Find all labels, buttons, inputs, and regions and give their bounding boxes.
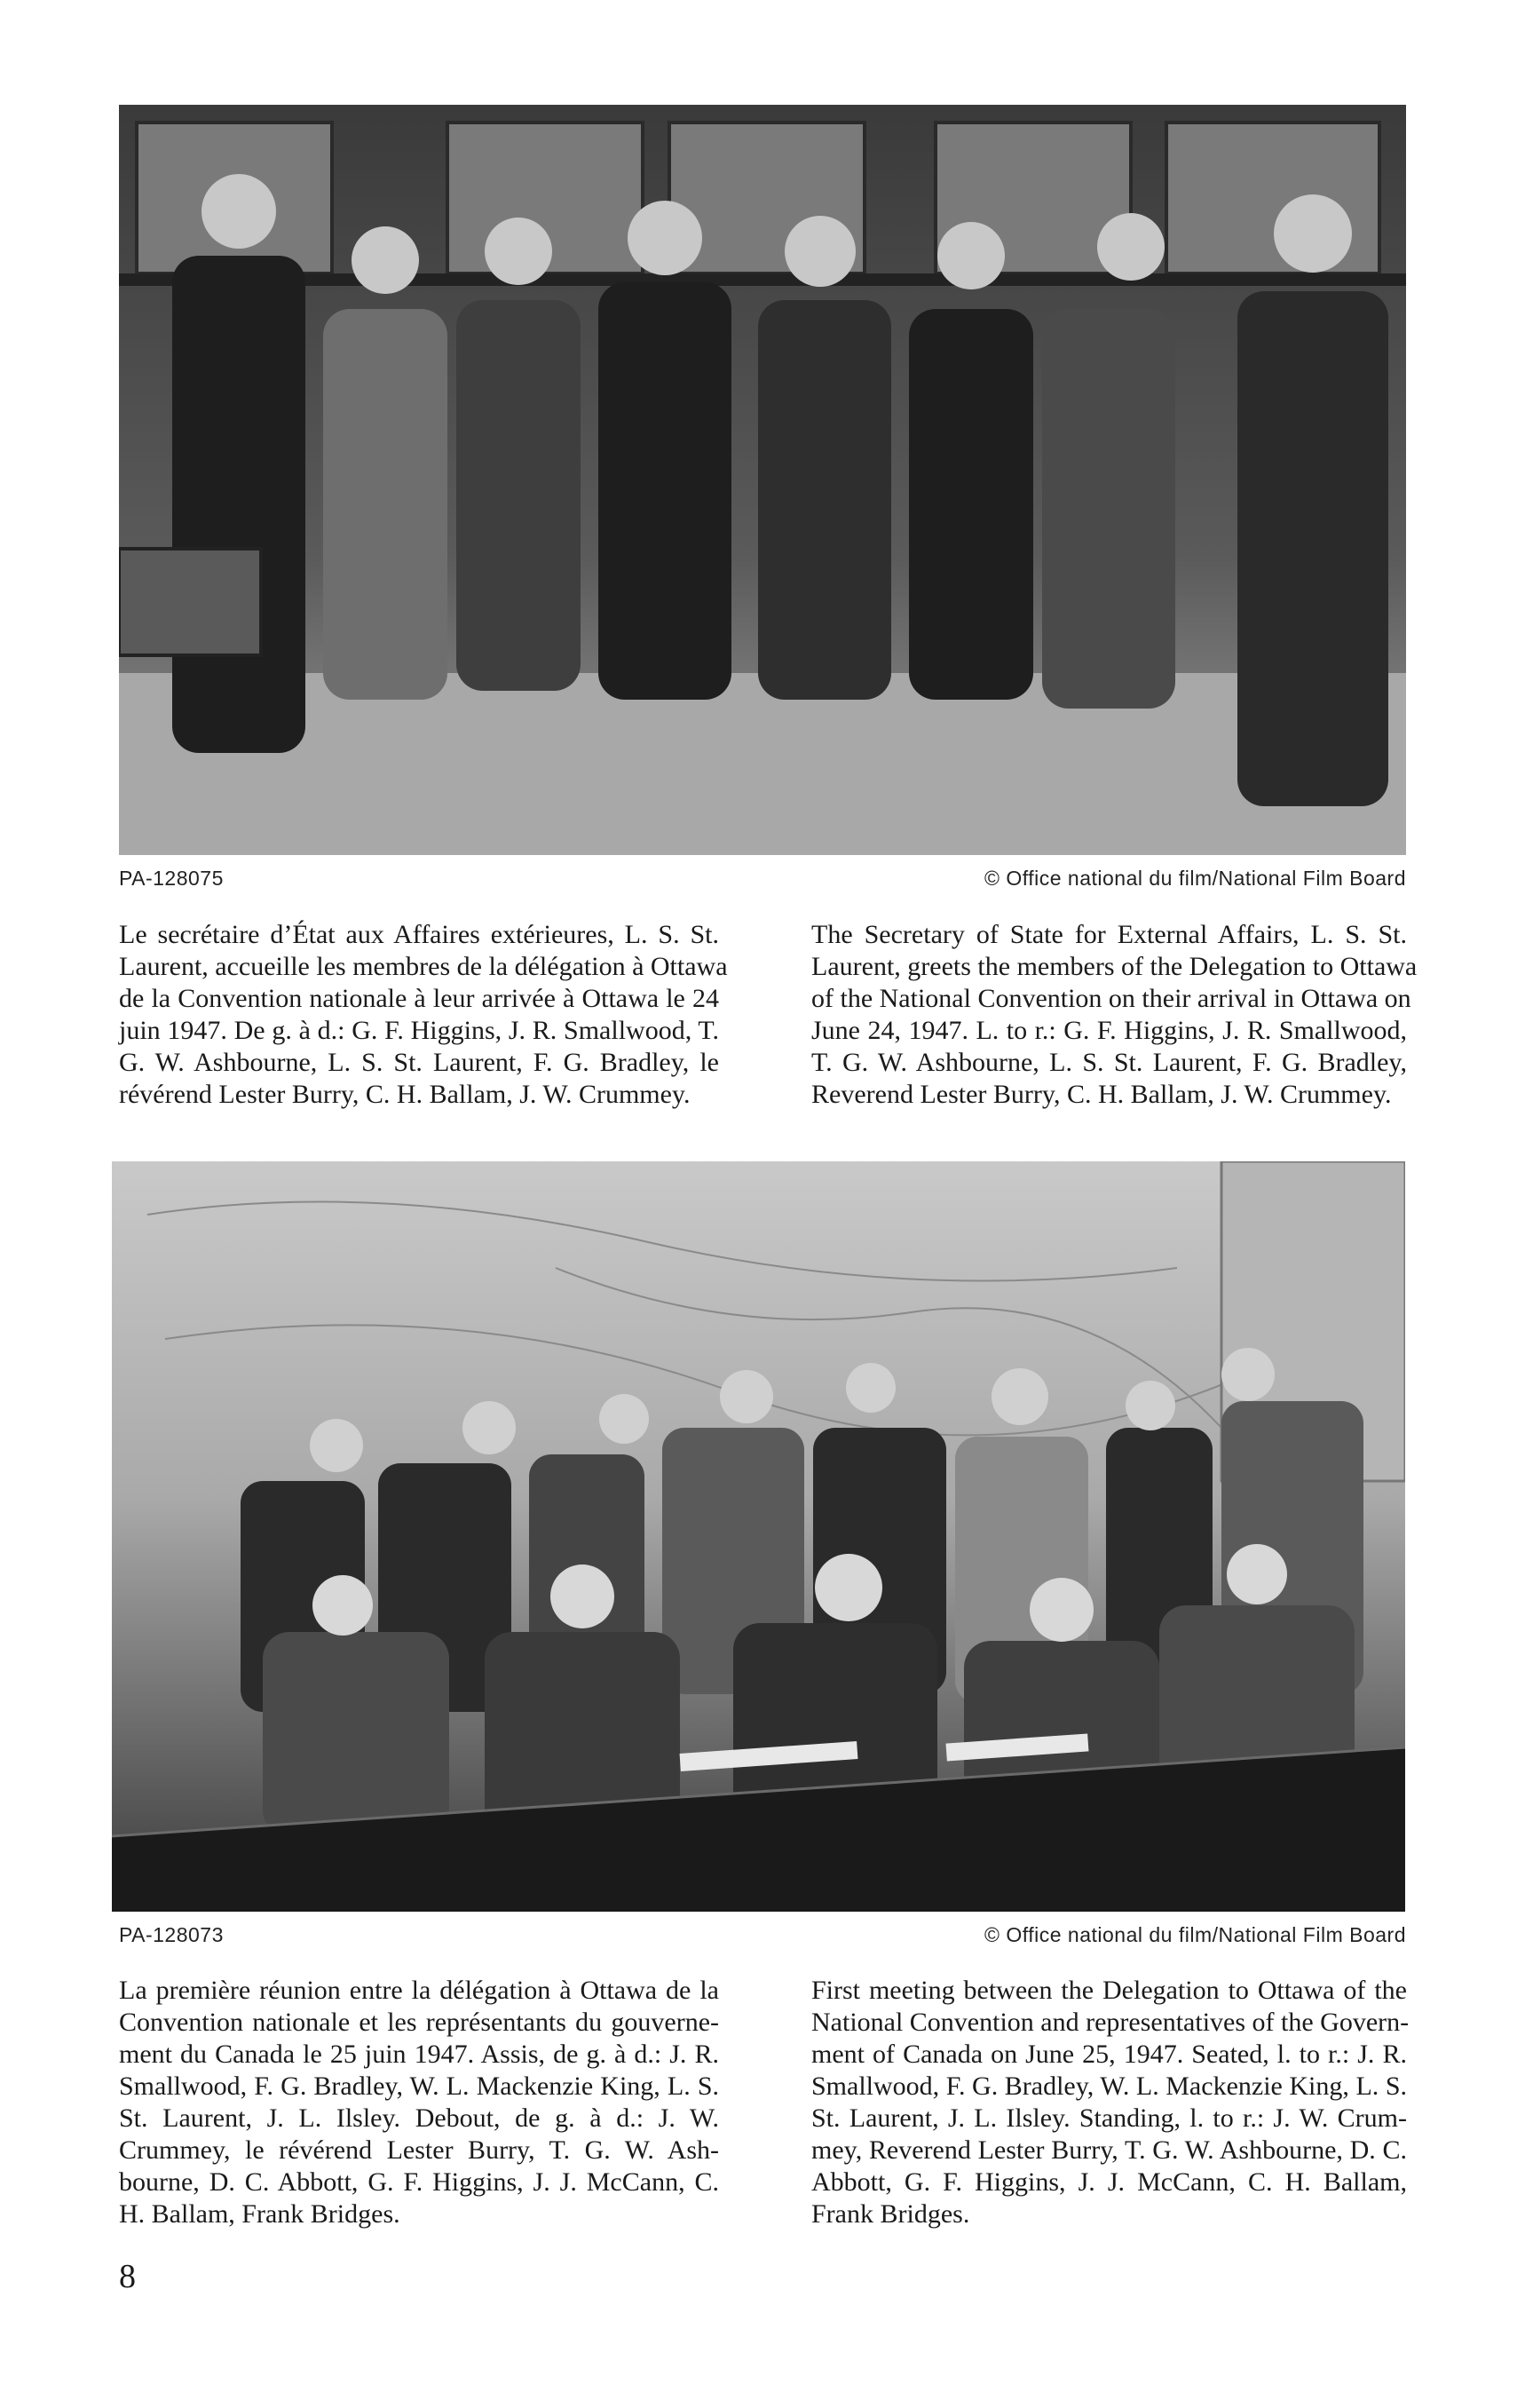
caption-line: Laurent, greets the members of the Delegation to Ottawa bbox=[811, 952, 1418, 981]
caption-line: The Secretary of State for External Affairs, L. S. St. bbox=[811, 920, 1407, 949]
caption-line: First meeting between the Delegation to Ottawa of the bbox=[811, 1976, 1407, 2005]
caption-line: of the National Convention on their arrival in Ottawa on bbox=[811, 984, 1411, 1013]
caption-line: National Convention and representatives of the Govern- bbox=[811, 2008, 1410, 2037]
photo-delegation-arrival bbox=[119, 105, 1406, 855]
caption-line: Reverend Lester Burry, C. H. Ballam, J. W. Crummey. bbox=[811, 1080, 1392, 1109]
page-number: 8 bbox=[119, 2258, 136, 2295]
caption-line: Crummey, le révérend Lester Burry, T. G. W. Ash- bbox=[119, 2135, 719, 2165]
caption-line: Laurent, accueille les membres de la délégation à Ottawa bbox=[119, 952, 728, 981]
caption-line: G. W. Ashbourne, L. S. St. Laurent, F. G. Bradley, le bbox=[119, 1048, 719, 1077]
caption-line: T. G. W. Ashbourne, L. S. St. Laurent, F. G. Bradley, bbox=[811, 1048, 1407, 1077]
caption-line: juin 1947. De g. à d.: G. F. Higgins, J. R. Smallwood, T. bbox=[119, 1016, 719, 1045]
photo1-credit: © Office national du film/National Film Board bbox=[984, 867, 1406, 890]
photo2-caption-fr bbox=[119, 1975, 719, 2230]
photo1-caption-en bbox=[811, 919, 1418, 1111]
caption-line: H. Ballam, Frank Bridges. bbox=[119, 2199, 400, 2229]
photo1-caption-fr bbox=[119, 919, 728, 1111]
caption-line: de la Convention nationale à leur arrivée à Ottawa le 24 bbox=[119, 984, 719, 1013]
caption-line: Frank Bridges. bbox=[811, 2199, 970, 2229]
caption-line: Smallwood, F. G. Bradley, W. L. Mackenzie King, L. S. bbox=[811, 2071, 1407, 2101]
photo-delegation-arrival-image bbox=[119, 105, 1406, 855]
caption-line: mey, Reverend Lester Burry, T. G. W. Ashbourne, D. C. bbox=[811, 2135, 1407, 2165]
caption-line: Convention nationale et les représentants du gouverne- bbox=[119, 2008, 719, 2037]
photo2-caption-en bbox=[811, 1975, 1410, 2230]
photo1-id: PA-128075 bbox=[119, 867, 224, 890]
caption-line: La première réunion entre la délégation à Ottawa de la bbox=[119, 1976, 719, 2005]
caption-line: révérend Lester Burry, C. H. Ballam, J. W. Crummey. bbox=[119, 1080, 691, 1109]
photo-first-meeting bbox=[112, 1161, 1405, 1912]
photo-first-meeting-image bbox=[112, 1161, 1405, 1912]
caption-line: June 24, 1947. L. to r.: G. F. Higgins, J. R. Smallwood, bbox=[811, 1016, 1407, 1045]
photo2-credit: © Office national du film/National Film Board bbox=[984, 1923, 1406, 1946]
caption-line: bourne, D. C. Abbott, G. F. Higgins, J. J. McCann, C. bbox=[119, 2167, 719, 2197]
caption-line: St. Laurent, J. L. Ilsley. Debout, de g. à d.: J. W. bbox=[119, 2103, 719, 2133]
caption-line: ment du Canada le 25 juin 1947. Assis, de g. à d.: J. R. bbox=[119, 2040, 719, 2069]
photo2-id: PA-128073 bbox=[119, 1923, 224, 1946]
caption-line: Le secrétaire d’État aux Affaires extérieures, L. S. St. bbox=[119, 920, 719, 949]
caption-line: Abbott, G. F. Higgins, J. J. McCann, C. H. Ballam, bbox=[811, 2167, 1407, 2197]
caption-line: ment of Canada on June 25, 1947. Seated, l. to r.: J. R. bbox=[811, 2040, 1407, 2069]
caption-line: St. Laurent, J. L. Ilsley. Standing, l. to r.: J. W. Crum- bbox=[811, 2103, 1407, 2133]
caption-line: Smallwood, F. G. Bradley, W. L. Mackenzie King, L. S. bbox=[119, 2071, 719, 2101]
